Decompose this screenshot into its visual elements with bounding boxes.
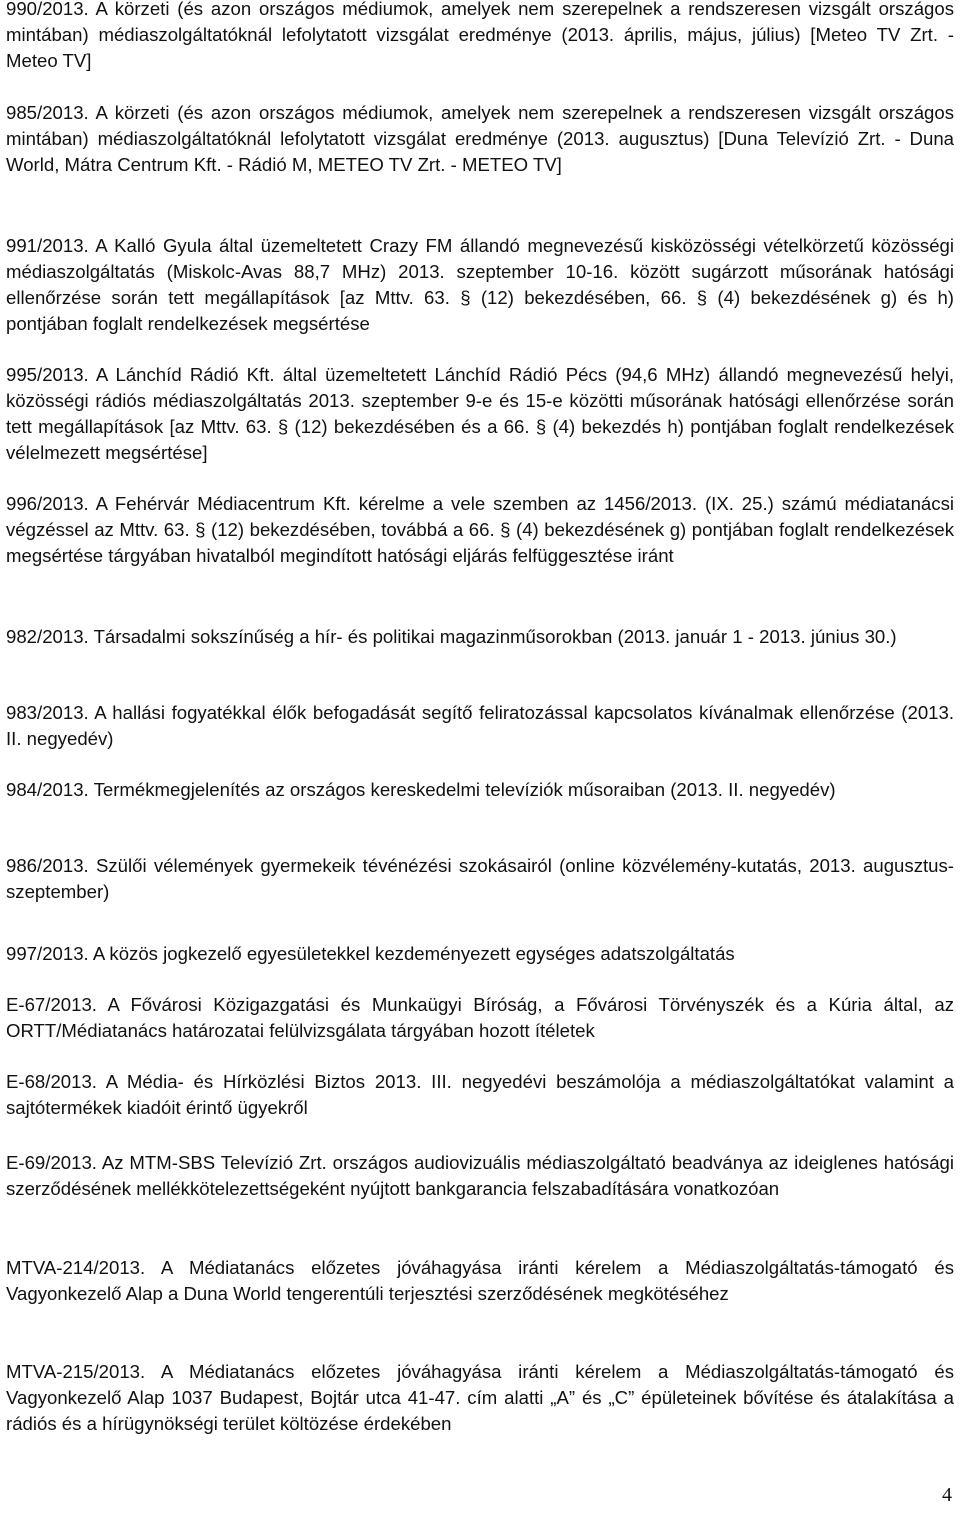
agenda-entry <box>6 491 954 569</box>
agenda-entry <box>6 853 954 905</box>
entry-text: A Lánchíd Rádió Kft. által üzemeltetett Lánchíd Rádió Pécs (94,6 MHz) állandó megnevezésű helyi, közösségi rádiós médiaszolgáltatás 2013. szeptember 9-e és 15-e közötti műsorának hatósági ellenőrzése során tett megállapítások [az Mttv. 63. § (12) bekezdésében és a 66. § (4) bekezdés h) pontjában foglalt rendelkezések vélelmezett megsértése] <box>6 364 955 463</box>
entry-number: 996/2013. <box>6 493 89 514</box>
entry-number: E-68/2013. <box>6 1071 97 1092</box>
agenda-entry <box>6 233 954 337</box>
entry-number: 995/2013. <box>6 364 89 385</box>
entry-text: Szülői vélemények gyermekeik tévénézési szokásairól (online közvélemény-kutatás, 2013. augusztus-szeptember) <box>6 855 954 902</box>
entry-number: E-67/2013. <box>6 994 97 1015</box>
entry-text: A Médiatanács előzetes jóváhagyása iránti kérelem a Médiaszolgáltatás-támogató és Vagyonkezelő Alap a Duna World tengerentúli terjesztési szerződésének megkötéséhez <box>6 1257 954 1304</box>
agenda-entry <box>6 941 735 967</box>
entry-number: 984/2013. <box>6 779 89 800</box>
entry-text: A hallási fogyatékkal élők befogadását segítő feliratozással kapcsolatos kívánalmak ellenőrzése (2013. II. negyedév) <box>6 702 955 749</box>
entry-number: 997/2013. <box>6 943 89 964</box>
entry-text: A Fővárosi Közigazgatási és Munkaügyi Bíróság, a Fővárosi Törvényszék és a Kúria által, az ORTT/Médiatanács határozatai felülvizsgálata tárgyában hozott ítéletek <box>6 994 954 1041</box>
entry-text: A Média- és Hírközlési Biztos 2013. III. negyedévi beszámolója a médiaszolgáltatókat valamint a sajtótermékek kiadóit érintő ügyekről <box>6 1071 954 1118</box>
agenda-entry <box>6 1359 954 1437</box>
entry-number: MTVA-215/2013. <box>6 1361 146 1382</box>
entry-text: A Kalló Gyula által üzemeltetett Crazy FM állandó megnevezésű kisközösségi vételkörzetű közösségi médiaszolgáltatás (Miskolc-Avas 88,7 MHz) 2013. szeptember 10-16. között sugárzott műsorának hatósági ellenőrzése során tett megállapítások [az Mttv. 63. § (12) bekezdésében, 66. § (4) bekezdésének g) és h) pontjában foglalt rendelkezések megsértése <box>6 235 955 334</box>
entry-number: 983/2013. <box>6 702 89 723</box>
entry-text: A közös jogkezelő egyesületekkel kezdeményezett egységes adatszolgáltatás <box>92 943 735 964</box>
entry-number: MTVA-214/2013. <box>6 1257 146 1278</box>
agenda-entry <box>6 1150 954 1202</box>
agenda-entry <box>6 362 954 466</box>
agenda-entry <box>6 0 954 74</box>
entry-text: A körzeti (és azon országos médiumok, amelyek nem szerepelnek a rendszeresen vizsgált országos mintában) médiaszolgáltatóknál lefolytatott vizsgálat eredménye (2013. augusztus) [Duna Televízió Zrt. - Duna World, Mátra Centrum Kft. - Rádió M, METEO TV Zrt. - METEO TV] <box>6 102 955 175</box>
agenda-entry <box>6 100 954 178</box>
entry-number: 990/2013. <box>6 0 89 19</box>
entry-text: Társadalmi sokszínűség a hír- és politikai magazinműsorokban (2013. január 1 - 2013. június 30.) <box>93 626 897 647</box>
entry-number: 991/2013. <box>6 235 89 256</box>
entry-text: Az MTM-SBS Televízió Zrt. országos audiovizuális médiaszolgáltató beadványa az ideiglenes hatósági szerződésének mellékkötelezettségeként nyújtott bankgarancia felszabadítására vonatkozóan <box>6 1152 955 1199</box>
entry-text: Termékmegjelenítés az országos kereskedelmi televíziók műsoraiban (2013. II. negyedév) <box>93 779 836 800</box>
entry-number: 986/2013. <box>6 855 89 876</box>
entry-text: A Médiatanács előzetes jóváhagyása iránti kérelem a Médiaszolgáltatás-támogató és Vagyonkezelő Alap 1037 Budapest, Bojtár utca 41-47. cím alatti „A” és „C” épületeinek bővítése és átalakítása a rádiós és a hírügynökségi terület költözése érdekében <box>6 1361 954 1434</box>
page-number: 4 <box>942 1484 952 1506</box>
entry-text: A Fehérvár Médiacentrum Kft. kérelme a vele szemben az 1456/2013. (IX. 25.) számú médiatanácsi végzéssel az Mttv. 63. § (12) bekezdésében, továbbá a 66. § (4) bekezdésének g) pontjában foglalt rendelkezések megsértése tárgyában hivatalból megindított hatósági eljárás felfüggesztése iránt <box>6 493 954 566</box>
entry-text: A körzeti (és azon országos médiumok, amelyek nem szerepelnek a rendszeresen vizsgált országos mintában) médiaszolgáltatóknál lefolytatott vizsgálat eredménye (2013. április, május, július) [Meteo TV Zrt. - Meteo TV] <box>6 0 955 71</box>
agenda-entry <box>6 992 954 1044</box>
entry-number: 985/2013. <box>6 102 89 123</box>
agenda-entry <box>6 777 836 803</box>
agenda-entry <box>6 1255 954 1307</box>
entry-number: E-69/2013. <box>6 1152 97 1173</box>
entry-number: 982/2013. <box>6 626 89 647</box>
agenda-entry <box>6 1069 954 1121</box>
agenda-entry <box>6 700 954 752</box>
agenda-entry <box>6 624 897 650</box>
